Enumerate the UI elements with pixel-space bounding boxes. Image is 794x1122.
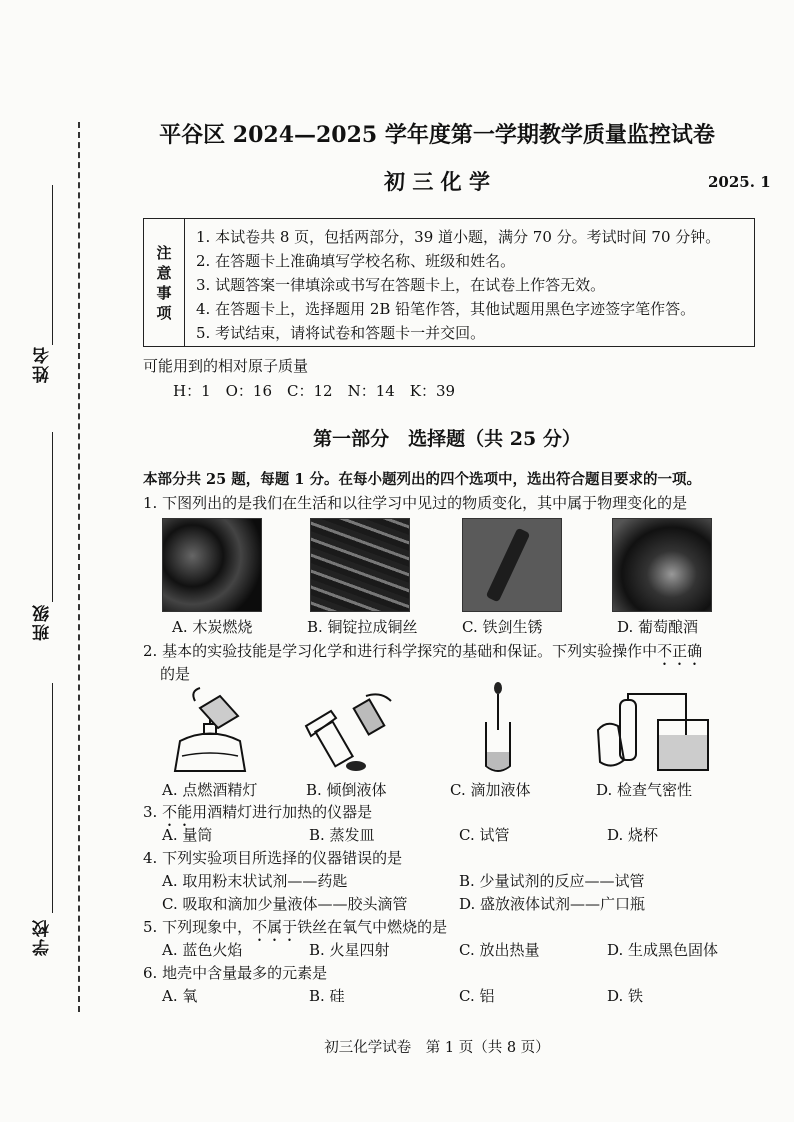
- exam-title: 平谷区 2024—2025 学年度第一学期教学质量监控试卷: [159, 122, 715, 148]
- exam-date: 2025. 1: [708, 173, 771, 191]
- question-4-stem: 4. 下列实验项目所选择的仪器错误的是: [143, 849, 403, 867]
- q5-option-b[interactable]: B. 火星四射: [309, 941, 390, 959]
- notice-box: [143, 218, 755, 347]
- q1-option-a[interactable]: A. 木炭燃烧: [172, 618, 253, 636]
- q4-option-a[interactable]: A. 取用粉末状试剂——药匙: [162, 872, 348, 890]
- notice-item: 3. 试题答案一律填涂或书写在答题卡上，在试卷上作答无效。: [196, 276, 606, 294]
- question-2-stem-cont: 的是: [160, 665, 191, 683]
- q2-option-c[interactable]: C. 滴加液体: [450, 781, 531, 799]
- charcoal-burning-photo: [162, 518, 262, 612]
- wine-making-photo: [612, 518, 712, 612]
- atomic-mass-label: 可能用到的相对原子质量: [143, 357, 309, 375]
- q4-option-c[interactable]: C. 吸取和滴加少量液体——胶头滴管: [162, 895, 408, 913]
- q5-option-c[interactable]: C. 放出热量: [459, 941, 540, 959]
- q5-option-a[interactable]: A. 蓝色火焰: [162, 941, 243, 959]
- question-3-stem: 3. 不能用酒精灯进行加热的仪器是: [143, 803, 373, 821]
- q4-option-d[interactable]: D. 盛放液体试剂——广口瓶: [459, 895, 646, 913]
- binding-dashed-line: [78, 122, 80, 1012]
- notice-item: 1. 本试卷共 8 页，包括两部分，39 道小题，满分 70 分。考试时间 70 分钟。: [196, 228, 721, 246]
- pouring-liquid-icon: [296, 686, 401, 776]
- q3-option-b[interactable]: B. 蒸发皿: [309, 826, 375, 844]
- section-title: 第一部分 选择题（共 25 分）: [313, 428, 581, 450]
- notice-items: [196, 225, 720, 345]
- q3-option-a[interactable]: A. 量筒: [162, 826, 213, 844]
- atomic-mass-values: H：1 O：16 C：12 N：14 K：39: [173, 382, 456, 400]
- emphasis-not-belong: 不属于: [252, 918, 298, 936]
- name-blank-line[interactable]: [52, 185, 53, 345]
- q1-option-b[interactable]: B. 铜锭拉成铜丝: [307, 618, 418, 636]
- q3-option-d[interactable]: D. 烧杯: [607, 826, 659, 844]
- checking-airtightness-icon: [588, 690, 718, 778]
- emphasis-cannot: 不能: [162, 803, 193, 821]
- question-5-stem: 5. 下列现象中，不属于铁丝在氧气中燃烧的是: [143, 918, 448, 936]
- q6-option-b[interactable]: B. 硅: [309, 987, 345, 1005]
- class-blank-line[interactable]: [52, 432, 53, 602]
- question-2-stem: 2. 基本的实验技能是学习化学和进行科学探究的基础和保证。下列实验操作中不正确: [143, 642, 703, 660]
- notice-item: 2. 在答题卡上准确填写学校名称、班级和姓名。: [196, 252, 516, 270]
- q2-option-a[interactable]: A. 点燃酒精灯: [162, 781, 258, 799]
- lighting-alcohol-lamp-icon: [160, 686, 260, 776]
- dropping-liquid-icon: [478, 680, 518, 776]
- q2-option-d[interactable]: D. 检查气密性: [596, 781, 693, 799]
- q1-option-c[interactable]: C. 铁剑生锈: [462, 618, 543, 636]
- notice-item: 5. 考试结束，请将试卷和答题卡一并交回。: [196, 324, 486, 342]
- question-1-stem: 1. 下图列出的是我们在生活和以往学习中见过的物质变化，其中属于物理变化的是: [143, 494, 688, 512]
- q5-option-d[interactable]: D. 生成黑色固体: [607, 941, 719, 959]
- section-instructions: 本部分共 25 题，每题 1 分。在每小题列出的四个选项中，选出符合题目要求的一项。: [143, 471, 701, 488]
- q6-option-a[interactable]: A. 氧: [162, 987, 198, 1005]
- q6-option-c[interactable]: C. 铝: [459, 987, 495, 1005]
- notice-heading: 注 意 事 项: [144, 219, 185, 346]
- class-label: 班级: [33, 603, 53, 641]
- school-blank-line[interactable]: [52, 683, 53, 913]
- q1-option-d[interactable]: D. 葡萄酿酒: [617, 618, 699, 636]
- subject-title: 初 三 化 学: [384, 169, 490, 194]
- q6-option-d[interactable]: D. 铁: [607, 987, 644, 1005]
- school-label: 学校: [33, 918, 53, 956]
- copper-wire-photo: [310, 518, 410, 612]
- page-footer: 初三化学试卷 第 1 页（共 8 页）: [324, 1040, 550, 1056]
- name-label: 姓名: [33, 345, 53, 383]
- emphasis-not-correct: 不正确: [657, 642, 703, 660]
- q4-option-b[interactable]: B. 少量试剂的反应——试管: [459, 872, 645, 890]
- q3-option-c[interactable]: C. 试管: [459, 826, 510, 844]
- question-6-stem: 6. 地壳中含量最多的元素是: [143, 964, 328, 982]
- q2-option-b[interactable]: B. 倾倒液体: [306, 781, 387, 799]
- notice-item: 4. 在答题卡上，选择题用 2B 铅笔作答，其他试题用黑色字迹签字笔作答。: [196, 300, 696, 318]
- rusty-sword-photo: [462, 518, 562, 612]
